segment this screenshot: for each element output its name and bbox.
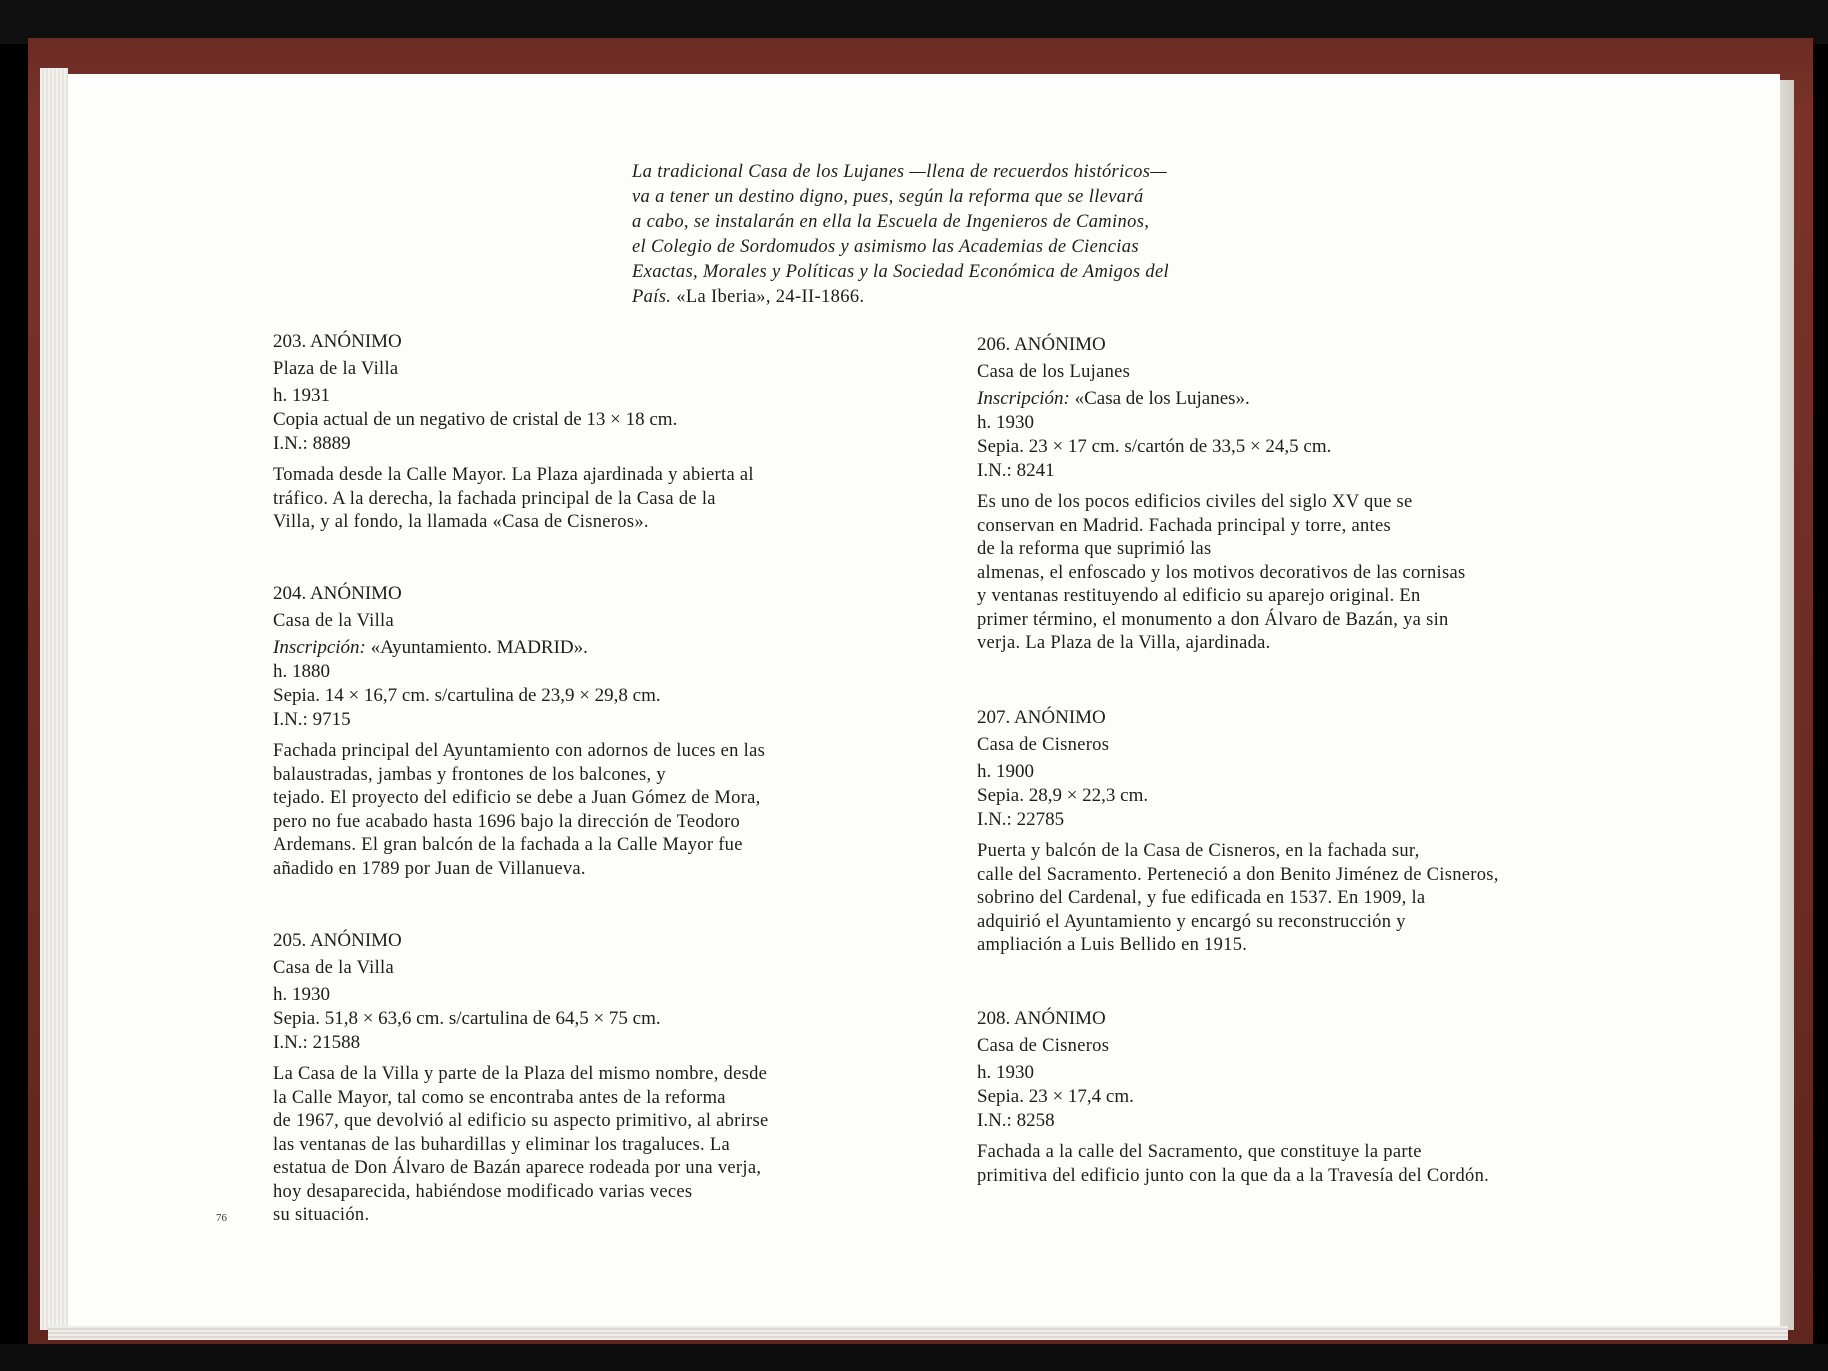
description-line: calle del Sacramento. Perteneció a don Benito Jiménez de Cisneros, [977, 864, 1499, 885]
entry-description [977, 1141, 1489, 1188]
catalog-entry-204 [273, 582, 765, 881]
entry-inscription [273, 636, 765, 660]
page-stack-left [40, 68, 68, 1330]
description-line: sobrino del Cardenal, y fue edificada en 1537. En 1909, la [977, 888, 1426, 908]
catalog-entry-203 [273, 330, 754, 535]
description-line: pero no fue acabado hasta 1696 bajo la dirección de Teodoro [273, 811, 741, 832]
entry-title: Casa de los Lujanes [977, 362, 1131, 382]
description-line: de 1967, que devolvió al edificio su aspecto primitivo, al abrirse [273, 1111, 769, 1131]
photo-background-bottom [0, 1344, 1828, 1371]
description-line: Puerta y balcón de la Casa de Cisneros, en la fachada sur, [977, 841, 1420, 861]
entry-date: h. 1930 [273, 984, 330, 1005]
entry-header: 208. ANÓNIMO [977, 1008, 1106, 1029]
entry-header: 204. ANÓNIMO [273, 583, 402, 604]
entry-inventory: I.N.: 8889 [273, 433, 351, 454]
description-line: tejado. El proyecto del edificio se debe a Juan Gómez de Mora, [273, 788, 761, 808]
description-line: Es uno de los pocos edificios civiles del siglo XV que se [977, 492, 1413, 512]
intro-quote [632, 160, 1169, 310]
description-line: Ardemans. El gran balcón de la fachada a la Calle Mayor fue [273, 835, 743, 855]
description-line: de la reforma que suprimió las [977, 539, 1212, 559]
description-line: La Casa de la Villa y parte de la Plaza del mismo nombre, desde [273, 1064, 768, 1084]
entry-technique: Sepia. 28,9 × 22,3 cm. [977, 785, 1149, 806]
entry-title: Casa de la Villa [273, 611, 394, 631]
entry-technique: Sepia. 51,8 × 63,6 cm. s/cartulina de 64,5 × 75 cm. [273, 1008, 661, 1029]
entry-technique: Sepia. 23 × 17 cm. s/cartón de 33,5 × 24,5 cm. [977, 436, 1332, 457]
description-line: hoy desaparecida, habiéndose modificado varias veces [273, 1181, 693, 1202]
description-line: almenas, el enfoscado y los motivos decorativos de las cornisas [977, 562, 1466, 583]
inscription-text: «Ayuntamiento. MADRID». [365, 637, 588, 658]
description-line: la Calle Mayor, tal como se encontraba antes de la reforma [273, 1087, 726, 1108]
description-line: conservan en Madrid. Fachada principal y torre, antes [977, 515, 1392, 536]
entry-header: 205. ANÓNIMO [273, 930, 402, 951]
intro-line: La tradicional Casa de los Lujanes —llena de recuerdos históricos— [632, 162, 1168, 182]
entry-date: h. 1931 [273, 385, 330, 406]
entry-inventory: I.N.: 9715 [273, 709, 351, 730]
entry-description [977, 491, 1465, 656]
catalog-entry-206 [977, 333, 1465, 656]
description-line: las ventanas de las buhardillas y eliminar los tragaluces. La [273, 1134, 731, 1155]
intro-source-line [632, 285, 1169, 310]
entry-description [273, 464, 754, 535]
entry-inventory: I.N.: 22785 [977, 809, 1065, 830]
entry-date: h. 1930 [977, 412, 1034, 433]
entry-description [273, 740, 765, 881]
catalog-entry-205 [273, 929, 769, 1228]
entry-date: h. 1880 [273, 661, 330, 682]
description-line: tráfico. A la derecha, la fachada principal de la Casa de la [273, 488, 716, 509]
description-line: Tomada desde la Calle Mayor. La Plaza ajardinada y abierta al [273, 465, 754, 485]
description-line: verja. La Plaza de la Villa, ajardinada. [977, 633, 1271, 653]
intro-line: va a tener un destino digno, pues, según la reforma que se llevará [632, 187, 1144, 207]
entry-title: Plaza de la Villa [273, 359, 399, 379]
entry-description [273, 1063, 769, 1228]
description-line: adquirió el Ayuntamiento y encargó su reconstrucción y [977, 911, 1406, 932]
description-line: primitiva del edificio junto con la que da a la Travesía del Cordón. [977, 1165, 1490, 1186]
entry-inventory: I.N.: 21588 [273, 1032, 361, 1053]
catalog-entry-207 [977, 706, 1499, 958]
inscription-label: Inscripción: [977, 388, 1070, 409]
description-line: su situación. [273, 1205, 370, 1225]
description-line: Villa, y al fondo, la llamada «Casa de Cisneros». [273, 512, 649, 532]
entry-inscription [977, 387, 1465, 411]
entry-header: 203. ANÓNIMO [273, 331, 402, 352]
description-line: estatua de Don Álvaro de Bazán aparece rodeada por una verja, [273, 1158, 762, 1178]
description-line: primer término, el monumento a don Álvaro de Bazán, ya sin [977, 609, 1449, 630]
intro-source-citation: «La Iberia», 24-II-1866. [671, 287, 865, 307]
page-number: 76 [216, 1212, 227, 1224]
entry-title: Casa de Cisneros [977, 735, 1110, 755]
entry-technique: Sepia. 14 × 16,7 cm. s/cartulina de 23,9 × 29,8 cm. [273, 685, 661, 706]
intro-line: a cabo, se instalarán en ella la Escuela de Ingenieros de Caminos, [632, 212, 1150, 232]
entry-inventory: I.N.: 8258 [977, 1110, 1055, 1131]
description-line: añadido en 1789 por Juan de Villanueva. [273, 858, 586, 879]
entry-date: h. 1930 [977, 1062, 1034, 1083]
description-line: Fachada a la calle del Sacramento, que constituye la parte [977, 1142, 1422, 1162]
entry-title: Casa de la Villa [273, 958, 394, 978]
inscription-text: «Casa de los Lujanes». [1069, 388, 1250, 409]
description-line: Fachada principal del Ayuntamiento con adornos de luces en las [273, 741, 766, 761]
description-line: y ventanas restituyendo al edificio su aparejo original. En [977, 586, 1421, 606]
intro-line: el Colegio de Sordomudos y asimismo las Academias de Ciencias [632, 237, 1139, 257]
entry-description [977, 840, 1499, 958]
entry-title: Casa de Cisneros [977, 1036, 1110, 1056]
entry-inventory: I.N.: 8241 [977, 460, 1055, 481]
page-stack-bottom [48, 1326, 1788, 1340]
entry-header: 207. ANÓNIMO [977, 707, 1106, 728]
intro-line: Exactas, Morales y Políticas y la Sociedad Económica de Amigos del [632, 262, 1170, 282]
intro-source-italic: País. [632, 287, 672, 307]
description-line: ampliación a Luis Bellido en 1915. [977, 935, 1248, 955]
description-line: balaustradas, jambas y frontones de los balcones, y [273, 764, 666, 785]
inscription-label: Inscripción: [273, 637, 366, 658]
entry-date: h. 1900 [977, 761, 1034, 782]
entry-technique: Copia actual de un negativo de cristal de 13 × 18 cm. [273, 409, 678, 430]
entry-technique: Sepia. 23 × 17,4 cm. [977, 1086, 1134, 1107]
entry-header: 206. ANÓNIMO [977, 334, 1106, 355]
catalog-entry-208 [977, 1007, 1489, 1188]
